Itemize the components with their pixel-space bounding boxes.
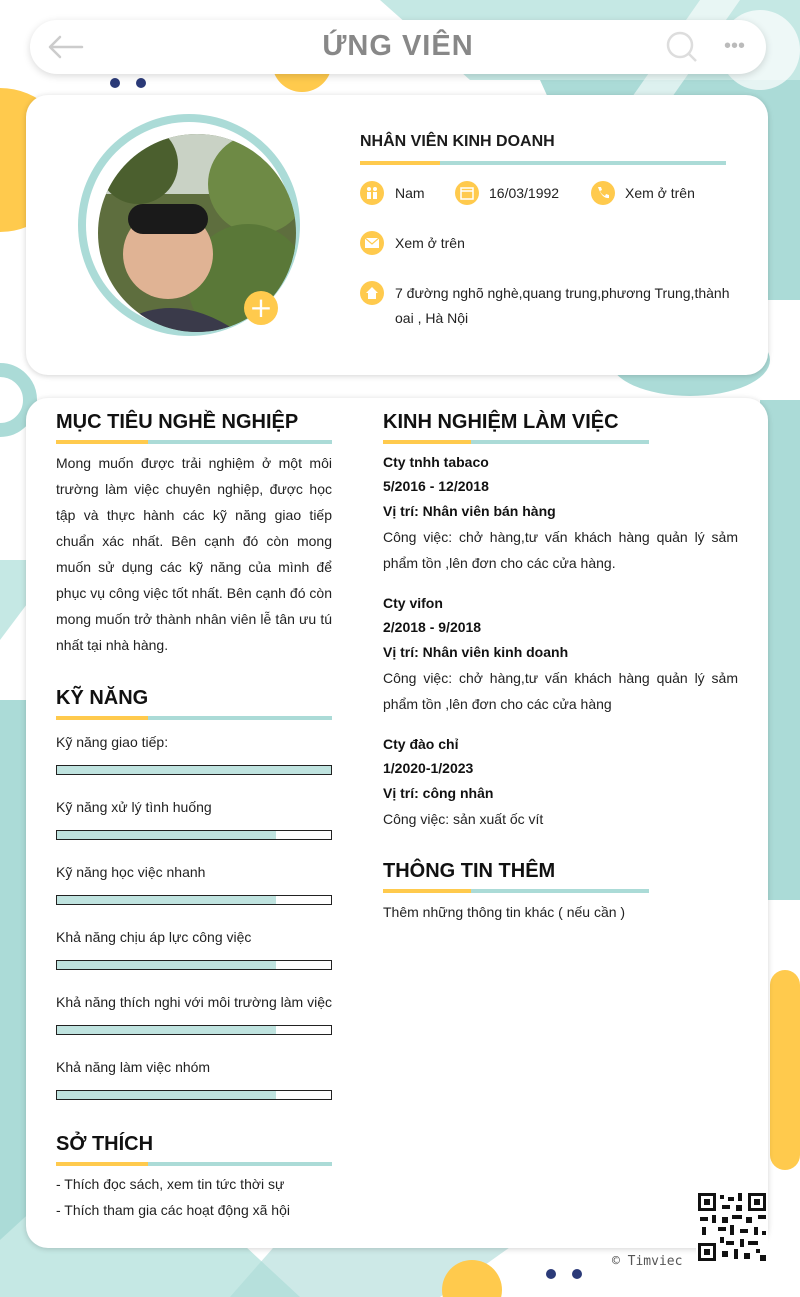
skill-bar <box>56 895 332 905</box>
calendar-icon <box>455 181 479 205</box>
experience-title: KINH NGHIỆM LÀM VIỆC <box>383 411 619 433</box>
skill-bar <box>56 960 332 970</box>
skills-title: KỸ NĂNG <box>56 687 149 709</box>
extra-text: Thêm những thông tin khác ( nếu cần ) <box>383 904 626 920</box>
objective-line: Mong muốn được trải nghiệm ở một môi <box>56 455 332 471</box>
decor-dot <box>136 78 146 88</box>
exp-description: phẩm tồn ,lên đơn cho các cửa hàng <box>383 696 612 712</box>
email-value: Xem ở trên <box>395 235 465 251</box>
search-icon[interactable] <box>666 31 698 63</box>
exp-company: Cty tnhh tabaco <box>383 454 489 470</box>
exp-period: 1/2020-1/2023 <box>383 760 474 776</box>
exp-position: Vị trí: Nhân viên kinh doanh <box>383 644 569 660</box>
exp-description: phẩm tồn ,lên đơn cho các cửa hàng. <box>383 555 616 571</box>
decor-dot <box>546 1269 556 1279</box>
objective-line: nhất tại nhà hàng. <box>56 637 169 653</box>
email-icon <box>360 231 384 255</box>
objective-title: MỤC TIÊU NGHỀ NGHIỆP <box>56 411 299 433</box>
birthday-value: 16/03/1992 <box>489 185 560 201</box>
objective-line: chuẩn xác nhất. Bên cạnh đó còn mong <box>56 533 332 549</box>
plus-icon: + <box>249 291 273 324</box>
exp-position: Vị trí: Nhân viên bán hàng <box>383 503 556 519</box>
qr-code-icon <box>696 1191 768 1263</box>
more-icon[interactable]: ••• <box>724 35 746 57</box>
skill-label: Khả năng chịu áp lực công việc <box>56 929 252 945</box>
copyright: © Timviec <box>612 1254 683 1269</box>
extra-title: THÔNG TIN THÊM <box>383 860 556 882</box>
skill-bar <box>56 830 332 840</box>
objective-line: muốn sử dụng các kỹ năng của mình để <box>56 559 332 575</box>
phone-value: Xem ở trên <box>625 185 695 201</box>
add-photo-button[interactable] <box>244 291 278 325</box>
page-title: ỨNG VIÊN <box>322 30 474 62</box>
title-underline <box>360 161 726 165</box>
skill-label: Kỹ năng giao tiếp: <box>56 734 169 750</box>
job-title: NHÂN VIÊN KINH DOANH <box>360 133 555 150</box>
exp-position: Vị trí: công nhân <box>383 785 494 801</box>
home-icon <box>360 281 384 305</box>
objective-line: mong muốn trở thành nhân viên lễ tân ưu tú <box>56 611 332 627</box>
section-underline <box>383 440 649 444</box>
exp-company: Cty vifon <box>383 595 443 611</box>
skill-label: Kỹ năng xử lý tình huống <box>56 799 212 815</box>
address-line1: 7 đường nghõ nghè,quang trung,phương Trung,thành <box>395 285 730 301</box>
section-underline <box>56 716 332 720</box>
skill-bar <box>56 1025 332 1035</box>
exp-description: Công việc: chở hàng,tư vấn khách hàng quản lý sảm <box>383 529 738 545</box>
exp-company: Cty đào chỉ <box>383 736 459 752</box>
decor-dot <box>572 1269 582 1279</box>
exp-description: Công việc: chở hàng,tư vấn khách hàng quản lý sảm <box>383 670 738 686</box>
hobby-item: - Thích đọc sách, xem tin tức thời sự <box>56 1176 285 1192</box>
section-underline <box>383 889 649 893</box>
decor-dot <box>110 78 120 88</box>
hobby-item: - Thích tham gia các hoạt động xã hội <box>56 1202 290 1218</box>
exp-period: 2/2018 - 9/2018 <box>383 619 482 635</box>
phone-icon <box>591 181 615 205</box>
gender-icon <box>360 181 384 205</box>
skill-bar <box>56 1090 332 1100</box>
exp-period: 5/2016 - 12/2018 <box>383 478 489 494</box>
objective-line: trường làm việc chuyên nghiệp, được học <box>56 481 332 497</box>
skill-bar <box>56 765 332 775</box>
gender-value: Nam <box>395 185 425 201</box>
exp-description: Công việc: sản xuất ốc vít <box>383 811 544 827</box>
address-line2: oai , Hà Nội <box>395 310 469 326</box>
skill-label: Kỹ năng học việc nhanh <box>56 864 206 880</box>
hobbies-title: SỞ THÍCH <box>56 1133 154 1155</box>
skill-label: Khả năng thích nghi với môi trường làm việc <box>56 994 332 1010</box>
section-underline <box>56 1162 332 1166</box>
objective-line: phục vụ công việc tốt nhất. Bên cạnh đó còn <box>56 585 332 601</box>
section-underline <box>56 440 332 444</box>
skill-label: Khả năng làm việc nhóm <box>56 1059 211 1075</box>
top-bar <box>30 20 766 74</box>
objective-line: tập và thực hành các kỹ năng giao tiếp <box>56 507 332 523</box>
